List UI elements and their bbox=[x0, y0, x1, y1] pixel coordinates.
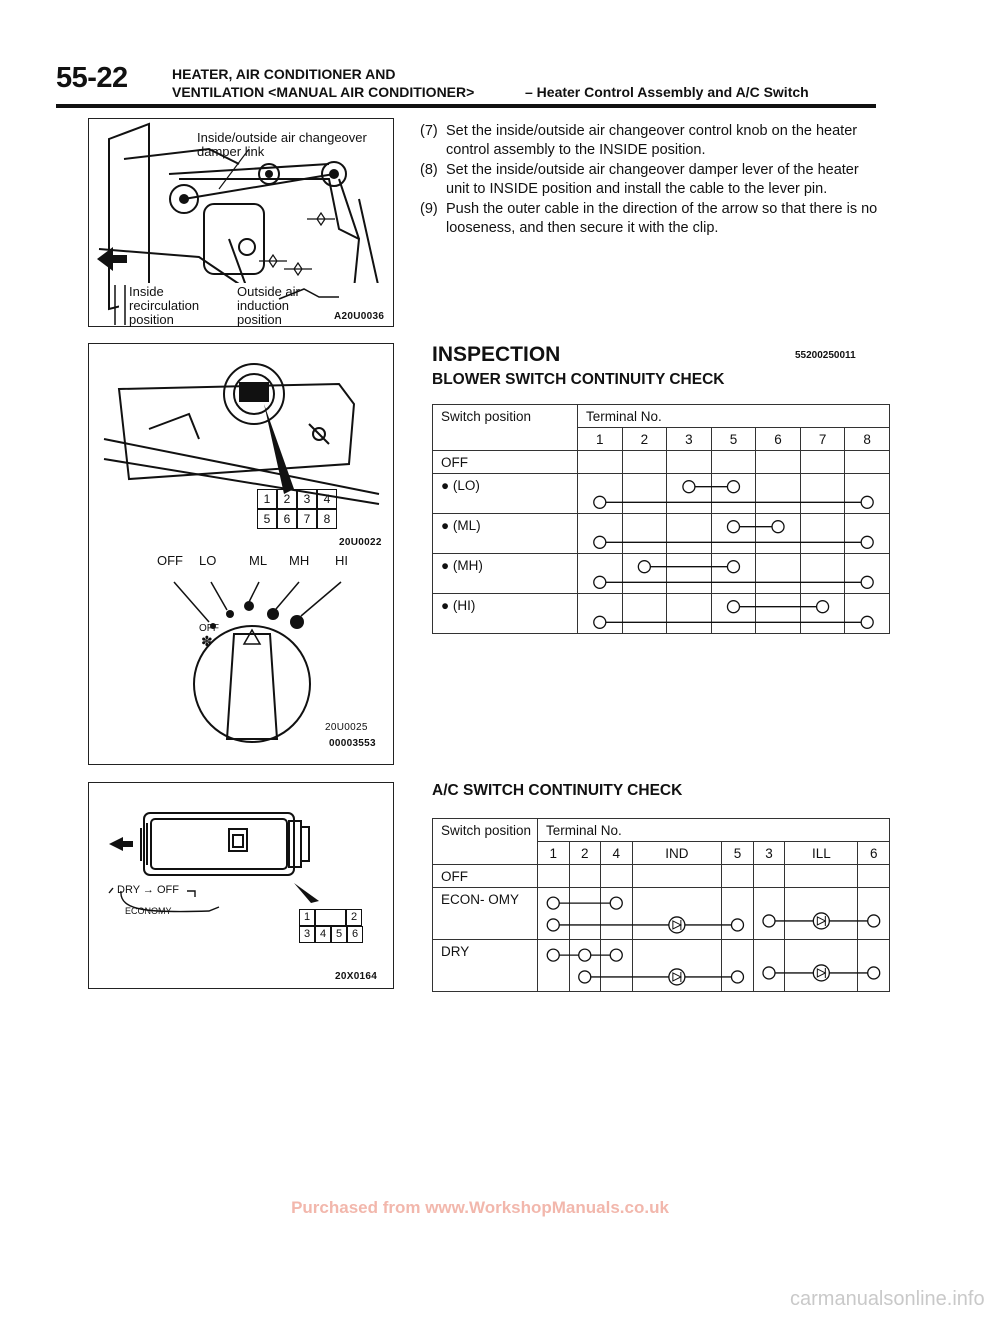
connector-pin: 2 bbox=[346, 909, 362, 926]
step-number: (9) bbox=[420, 201, 438, 217]
continuity-circle bbox=[861, 536, 873, 548]
continuity-circle bbox=[731, 971, 743, 983]
connector-pin: 3 bbox=[297, 489, 317, 509]
continuity-circle bbox=[861, 496, 873, 508]
terminal-header: IND bbox=[632, 842, 722, 865]
dry-off-label: DRY → OFF bbox=[117, 884, 179, 896]
step-text: Set the inside/outside air changeover control knob on the heater control assembly to the INSIDE position. bbox=[446, 123, 858, 158]
continuity-circle bbox=[594, 616, 606, 628]
blower-connector bbox=[257, 489, 337, 529]
connector-pin: 2 bbox=[277, 489, 297, 509]
connector-pin: 8 bbox=[317, 509, 337, 529]
step-8 bbox=[420, 161, 880, 199]
continuity-circle bbox=[763, 915, 775, 927]
terminal-header: ILL bbox=[785, 842, 858, 865]
row-label: ● (HI) bbox=[433, 594, 578, 634]
inspection-code: 55200250011 bbox=[795, 350, 856, 361]
continuity-circle bbox=[772, 521, 784, 533]
terminal-header: 6 bbox=[858, 842, 890, 865]
row-label: ● (LO) bbox=[433, 474, 578, 514]
connector-pin bbox=[315, 909, 346, 926]
continuity-circle bbox=[727, 521, 739, 533]
row-label: ECON- OMY bbox=[433, 888, 538, 940]
damper-link-callout: Inside/outside air changeover damper link bbox=[197, 130, 367, 159]
continuity-circle bbox=[547, 949, 559, 961]
terminal-header: 8 bbox=[845, 428, 890, 451]
terminal-header: 5 bbox=[711, 428, 756, 451]
continuity-circle bbox=[861, 616, 873, 628]
row-label: DRY bbox=[433, 940, 538, 992]
connector-pin: 6 bbox=[347, 926, 363, 943]
connector-pin: 5 bbox=[331, 926, 347, 943]
header-section: – Heater Control Assembly and A/C Switch bbox=[525, 84, 809, 100]
terminal-header: 2 bbox=[622, 428, 667, 451]
step-number: (7) bbox=[420, 123, 438, 139]
step-text: Set the inside/outside air changeover damper lever of the heater unit to INSIDE position and install the cable to the lever pin. bbox=[446, 162, 859, 197]
figure2-code-bottom2: 00003553 bbox=[329, 738, 376, 749]
position-label-lo: LO bbox=[199, 553, 217, 568]
connector-pin: 6 bbox=[277, 509, 297, 529]
step-7 bbox=[420, 122, 880, 160]
row-label: ● (ML) bbox=[433, 514, 578, 554]
continuity-circle bbox=[868, 915, 880, 927]
row-label: OFF bbox=[433, 865, 538, 888]
header-title-line1: HEATER, AIR CONDITIONER AND bbox=[172, 66, 396, 82]
diode-symbol bbox=[813, 965, 829, 981]
continuity-circle bbox=[579, 971, 591, 983]
watermark: carmanualsonline.info bbox=[790, 1288, 985, 1310]
continuity-circle bbox=[547, 897, 559, 909]
connector-pin: 5 bbox=[257, 509, 277, 529]
footer-purchase-note: Purchased from www.WorkshopManuals.co.uk bbox=[291, 1198, 669, 1217]
connector-pin: 4 bbox=[315, 926, 331, 943]
continuity-circle bbox=[594, 576, 606, 588]
connector-pin: 3 bbox=[299, 926, 315, 943]
fan-icon: ✽ bbox=[201, 633, 213, 649]
continuity-circle bbox=[638, 561, 650, 573]
blower-check-heading: BLOWER SWITCH CONTINUITY CHECK bbox=[432, 371, 725, 388]
step-number: (8) bbox=[420, 162, 438, 178]
terminal-header: 2 bbox=[569, 842, 601, 865]
continuity-circle bbox=[861, 576, 873, 588]
connector-pin: 1 bbox=[257, 489, 277, 509]
terminal-no-header: Terminal No. bbox=[578, 405, 890, 428]
switch-position-header: Switch position bbox=[433, 405, 578, 451]
continuity-circle bbox=[868, 967, 880, 979]
continuity-circle bbox=[594, 536, 606, 548]
continuity-circle bbox=[727, 561, 739, 573]
continuity-circle bbox=[610, 949, 622, 961]
ac-check-heading: A/C SWITCH CONTINUITY CHECK bbox=[432, 782, 683, 799]
diode-symbol bbox=[813, 913, 829, 929]
continuity-circle bbox=[731, 919, 743, 931]
continuity-circle bbox=[727, 481, 739, 493]
position-label-ml: ML bbox=[249, 553, 268, 568]
continuity-circle bbox=[610, 897, 622, 909]
figure1-code: A20U0036 bbox=[334, 311, 385, 322]
knob-off-label: OFF bbox=[199, 623, 219, 634]
figure-blower-switch bbox=[88, 343, 394, 765]
continuity-circle bbox=[547, 919, 559, 931]
economy-label: ECONOMY bbox=[125, 906, 172, 916]
continuity-circle bbox=[817, 601, 829, 613]
page-number: 55-22 bbox=[56, 62, 128, 94]
blower-continuity-diagram bbox=[432, 404, 892, 654]
row-label: OFF bbox=[433, 451, 578, 474]
terminal-header: 3 bbox=[753, 842, 785, 865]
row-label: ● (MH) bbox=[433, 554, 578, 594]
continuity-circle bbox=[727, 601, 739, 613]
terminal-header: 6 bbox=[756, 428, 801, 451]
step-9 bbox=[420, 200, 880, 238]
terminal-header: 1 bbox=[538, 842, 570, 865]
continuity-circle bbox=[594, 496, 606, 508]
position-label-off: OFF bbox=[157, 553, 183, 568]
figure2-code-bottom1: 20U0025 bbox=[325, 722, 368, 733]
step-text: Push the outer cable in the direction of the arrow so that there is no looseness, and then secure it with the clip. bbox=[446, 201, 878, 236]
ac-connector bbox=[299, 909, 363, 943]
connector-pin: 7 bbox=[297, 509, 317, 529]
terminal-header: 5 bbox=[722, 842, 754, 865]
diode-symbol bbox=[669, 917, 685, 933]
figure-damper-link bbox=[88, 118, 394, 327]
header-rule bbox=[56, 104, 876, 108]
connector-pin: 4 bbox=[317, 489, 337, 509]
inside-recirculation-label: Inside recirculation position bbox=[129, 284, 200, 327]
procedure-steps bbox=[420, 122, 880, 239]
figure2-code-top: 20U0022 bbox=[339, 537, 382, 548]
position-label-hi: HI bbox=[335, 553, 348, 568]
outside-air-induction-label: Outside air induction position bbox=[237, 284, 300, 327]
inspection-heading: INSPECTION bbox=[432, 343, 561, 366]
switch-position-header: Switch position bbox=[433, 819, 538, 865]
continuity-circle bbox=[763, 967, 775, 979]
terminal-header: 4 bbox=[601, 842, 633, 865]
position-label-mh: MH bbox=[289, 553, 310, 568]
terminal-header: 1 bbox=[578, 428, 623, 451]
figure3-code: 20X0164 bbox=[335, 971, 378, 982]
terminal-header: 7 bbox=[800, 428, 845, 451]
continuity-circle bbox=[579, 949, 591, 961]
ac-continuity-diagram bbox=[432, 818, 892, 1008]
header-title-line2: VENTILATION <MANUAL AIR CONDITIONER> bbox=[172, 84, 475, 100]
terminal-no-header: Terminal No. bbox=[538, 819, 890, 842]
terminal-header: 3 bbox=[667, 428, 712, 451]
diode-symbol bbox=[669, 969, 685, 985]
connector-pin: 1 bbox=[299, 909, 315, 926]
continuity-circle bbox=[683, 481, 695, 493]
figure-ac-switch bbox=[88, 782, 394, 989]
